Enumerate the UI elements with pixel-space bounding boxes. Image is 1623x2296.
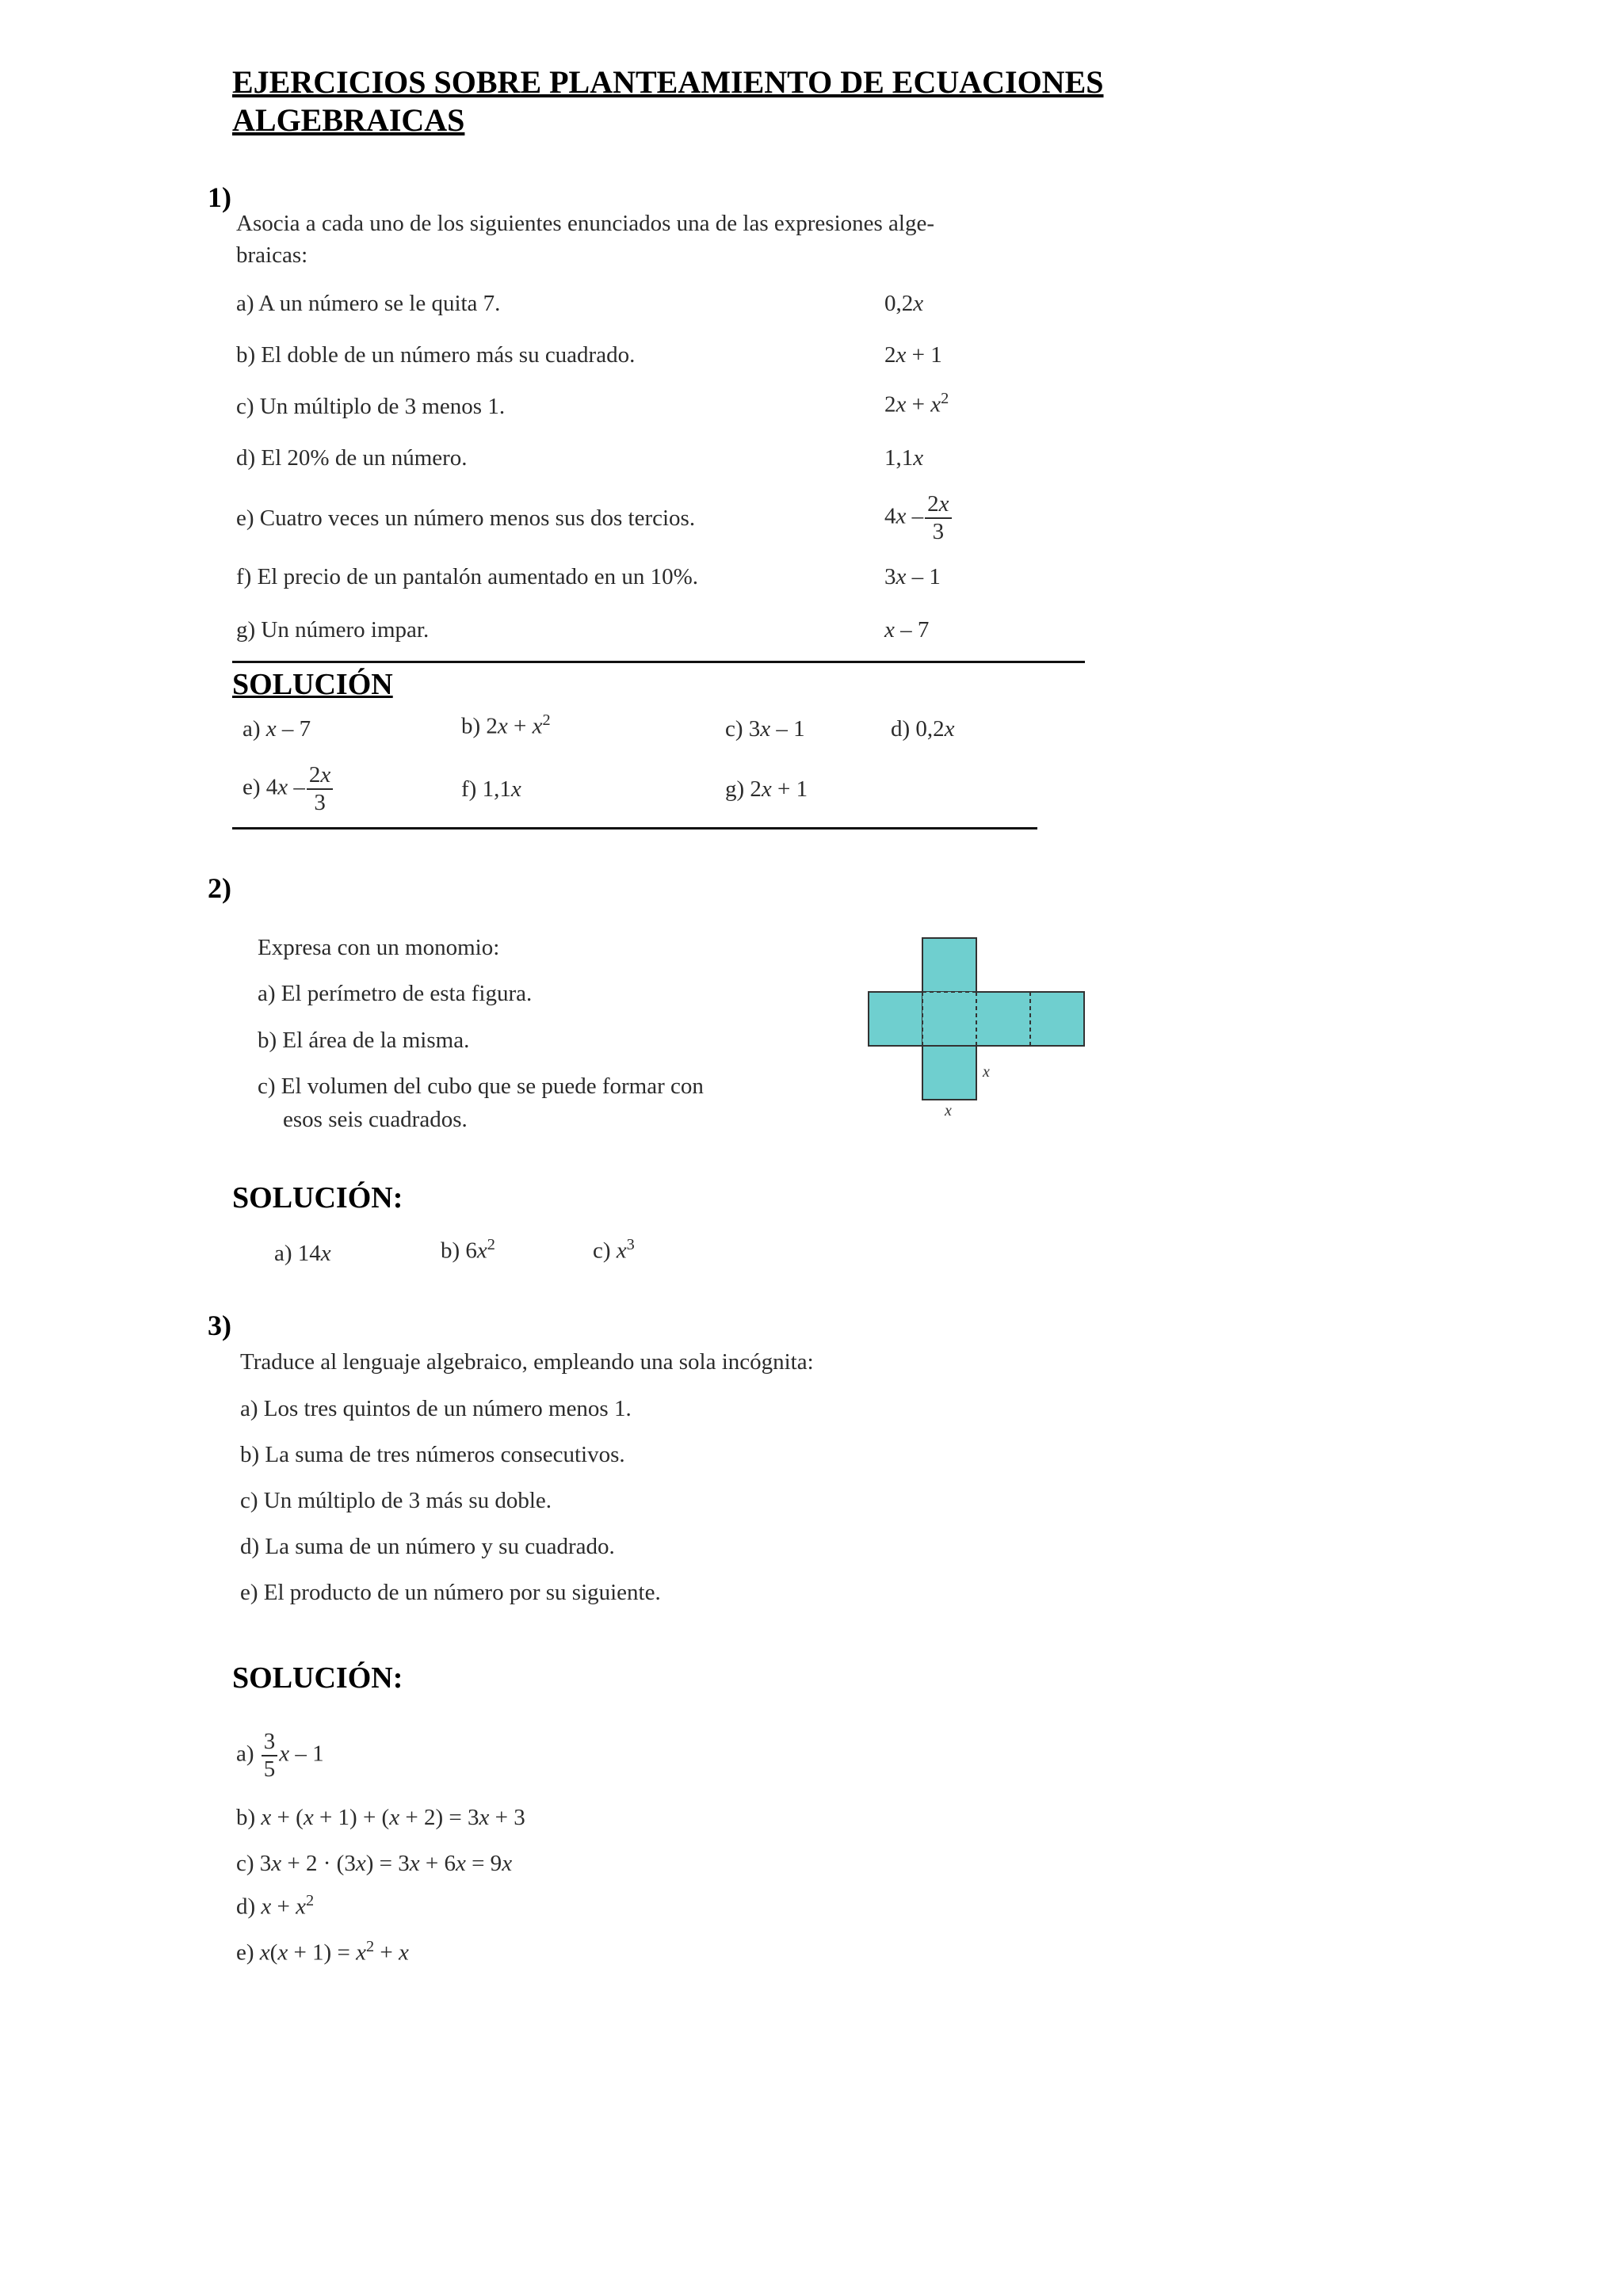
divider-top-ex1 — [232, 661, 1085, 663]
title-line-2: ALGEBRAICAS — [232, 102, 465, 138]
figure-label-side: x — [983, 1063, 990, 1081]
expression-3: $2x + x^2$ — [884, 390, 949, 418]
solution-1-c: c) 3x – 1 — [725, 716, 805, 742]
exercise-2-solution-label: SOLUCIÓN: — [232, 1181, 403, 1215]
solution-3-a: a) $\frac{3}{5}$ x – 1 — [236, 1729, 324, 1782]
solution-2-a: a) 14x — [274, 1241, 331, 1266]
expression-2: 2x + 1 — [884, 342, 942, 368]
exercise-2-item-c: c) El volumen del cubo que se puede formar con — [258, 1074, 704, 1099]
exercise-1-intro-line2: braicas: — [236, 242, 308, 268]
expression-4: 1,1x — [884, 445, 924, 471]
cube-net-figure — [864, 932, 1094, 1122]
exercise-3-item-a: a) Los tres quintos de un número menos 1. — [240, 1396, 632, 1421]
net-square-right2 — [1030, 992, 1084, 1046]
statement-a: a) A un número se le quita 7. — [236, 291, 501, 316]
exercise-2-intro: Expresa con un monomio: — [258, 935, 500, 960]
exercise-3-item-c: c) Un múltiplo de 3 más su doble. — [240, 1488, 552, 1513]
exercise-2-item-a: a) El perímetro de esta figura. — [258, 981, 533, 1006]
exercise-1-intro-line1: Asocia a cada uno de los siguientes enunciados una de las expresiones alge- — [236, 211, 934, 236]
exercise-3-number: 3) — [208, 1310, 231, 1341]
solution-3-c: c) 3x + 2 · (3x) = 3x + 6x = 9x — [236, 1851, 513, 1876]
exercise-3-item-d: d) La suma de un número y su cuadrado. — [240, 1534, 615, 1559]
solution-1-a: a) x – 7 — [242, 716, 311, 742]
expression-6: 3x – 1 — [884, 564, 941, 589]
statement-c: c) Un múltiplo de 3 menos 1. — [236, 394, 506, 419]
solution-1-b: b) $2x + x^2$ — [461, 711, 551, 739]
net-square-left — [869, 992, 922, 1046]
net-square-top — [922, 938, 976, 992]
expression-1: 0,2x — [884, 291, 924, 316]
statement-b: b) El doble de un número más su cuadrado. — [236, 342, 636, 368]
statement-e: e) Cuatro veces un número menos sus dos tercios. — [236, 505, 696, 531]
net-square-center — [922, 992, 976, 1046]
exercise-3-intro: Traduce al lenguaje algebraico, empleando una sola incógnita: — [240, 1349, 814, 1375]
solution-3-b: b) x + (x + 1) + (x + 2) = 3x + 3 — [236, 1805, 525, 1830]
statement-g: g) Un número impar. — [236, 617, 430, 643]
solution-1-d: d) 0,2x — [891, 716, 955, 742]
exercise-3-solution-label: SOLUCIÓN: — [232, 1661, 403, 1695]
solution-2-c: c) $x^3$ — [593, 1236, 635, 1264]
net-square-bottom — [922, 1046, 976, 1100]
solution-3-d: d) $x + x^2$ — [236, 1892, 315, 1920]
exercise-3-item-e: e) El producto de un número por su siguiente. — [240, 1580, 661, 1605]
statement-f: f) El precio de un pantalón aumentado en un 10%. — [236, 564, 699, 589]
solution-1-g: g) 2x + 1 — [725, 776, 808, 802]
expression-7: x – 7 — [884, 617, 930, 643]
figure-label-bottom: x — [945, 1102, 952, 1119]
expression-5: 4x – $\frac{2x}{3}$ — [884, 493, 953, 543]
exercise-2-number: 2) — [208, 872, 231, 904]
exercise-3-item-b: b) La suma de tres números consecutivos. — [240, 1442, 625, 1467]
net-square-right1 — [976, 992, 1030, 1046]
statement-d: d) El 20% de un número. — [236, 445, 468, 471]
solution-1-f: f) 1,1x — [461, 776, 521, 802]
exercise-1-solution-label: SOLUCIÓN — [232, 668, 393, 701]
divider-bottom-ex1 — [232, 827, 1037, 830]
exercise-2-item-c-cont: esos seis cuadrados. — [283, 1107, 468, 1132]
solution-3-e: e) $x(x + 1) = x^2 + x$ — [236, 1938, 409, 1966]
exercise-2-item-b: b) El área de la misma. — [258, 1028, 470, 1053]
exercise-1-number: 1) — [208, 181, 231, 213]
solution-2-b: b) $6x^2$ — [441, 1236, 495, 1264]
solution-1-e: e) 4x – $\frac{2x}{3}$ — [242, 764, 334, 814]
title-line-1: EJERCICIOS SOBRE PLANTEAMIENTO DE ECUACIONES — [232, 64, 1104, 100]
page-title — [232, 63, 1104, 139]
